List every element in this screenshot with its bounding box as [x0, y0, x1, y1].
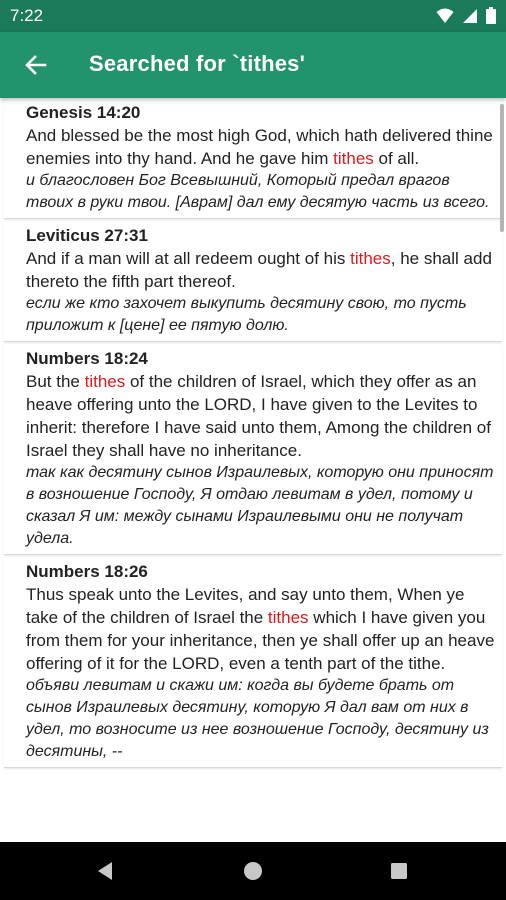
app-bar [0, 32, 506, 98]
navigation-bar [0, 842, 506, 900]
result-card[interactable] [4, 557, 502, 768]
search-match: tithes [333, 149, 374, 168]
status-icons [436, 7, 496, 24]
search-results-list[interactable] [0, 98, 506, 842]
verse-reference: Leviticus 27:31 [26, 226, 148, 245]
page-title: Searched for `tithes' [89, 51, 306, 76]
nav-home-button[interactable] [238, 856, 268, 886]
result-card[interactable] [4, 221, 502, 342]
verse-text-russian: и благословен Бог Всевышний, Который предал врагов твоих в руки твои. [Аврам] дал ему десятую часть из всего. [26, 172, 490, 211]
back-button[interactable] [18, 47, 54, 83]
status-time: 7:22 [10, 6, 44, 25]
result-card[interactable] [4, 344, 502, 555]
verse-text-russian: если же кто захочет выкупить десятину свою, то пусть приложит к [цене] ее пятую долю. [26, 295, 467, 334]
verse-text-english: And blessed be the most high God, which hath delivered thine enemies into thy hand. And he gave him tithes of all. [26, 126, 493, 168]
search-match: tithes [267, 608, 309, 627]
verse-text-english: And if a man will at all redeem ought of his tithes, he shall add thereto the fifth part thereof. [26, 249, 492, 291]
verse-reference: Numbers 18:24 [26, 349, 148, 368]
verse-text-english: But the tithes of the children of Israel, which they offer as an heave offering unto the LORD, I have given to the Levites to inherit: therefore I have said unto them, Among the children of Israel they shall have no inheritance. [26, 372, 491, 460]
search-match: tithes [84, 372, 126, 391]
arrow-left-icon [25, 54, 47, 76]
status-bar [0, 0, 506, 32]
battery-icon [486, 7, 496, 24]
signal-icon [462, 8, 478, 24]
nav-back-button[interactable] [90, 856, 120, 886]
verse-text-russian: объяви левитам и скажи им: когда вы будете брать от сынов Израилевых десятину, которую Я дал вам от них в удел, то возносите из нее возношение Господу, десятину из десятины, -- [26, 677, 489, 760]
verse-text-russian: так как десятину сынов Израилевых, которую они приносят в возношение Господу, Я отдаю левитам в удел, потому и сказал Я им: между сынами Израилевыми они не получат удела. [26, 464, 494, 547]
nav-recents-button[interactable] [384, 856, 414, 886]
verse-reference: Numbers 18:26 [26, 562, 148, 581]
scrollbar[interactable] [500, 104, 504, 232]
verse-reference: Genesis 14:20 [26, 103, 141, 122]
search-match: tithes [350, 249, 391, 268]
back-triangle-icon [96, 861, 114, 881]
recents-square-icon [390, 862, 408, 880]
wifi-icon [436, 8, 454, 24]
result-card[interactable] [4, 98, 502, 219]
verse-text-english: Thus speak unto the Levites, and say unto them, When ye take of the children of Israel the tithes which I have given you from them for your inheritance, then ye shall offer up an heave offering of it for the LORD, even a tenth part of the tithe. [26, 585, 495, 673]
home-circle-icon [243, 861, 263, 881]
